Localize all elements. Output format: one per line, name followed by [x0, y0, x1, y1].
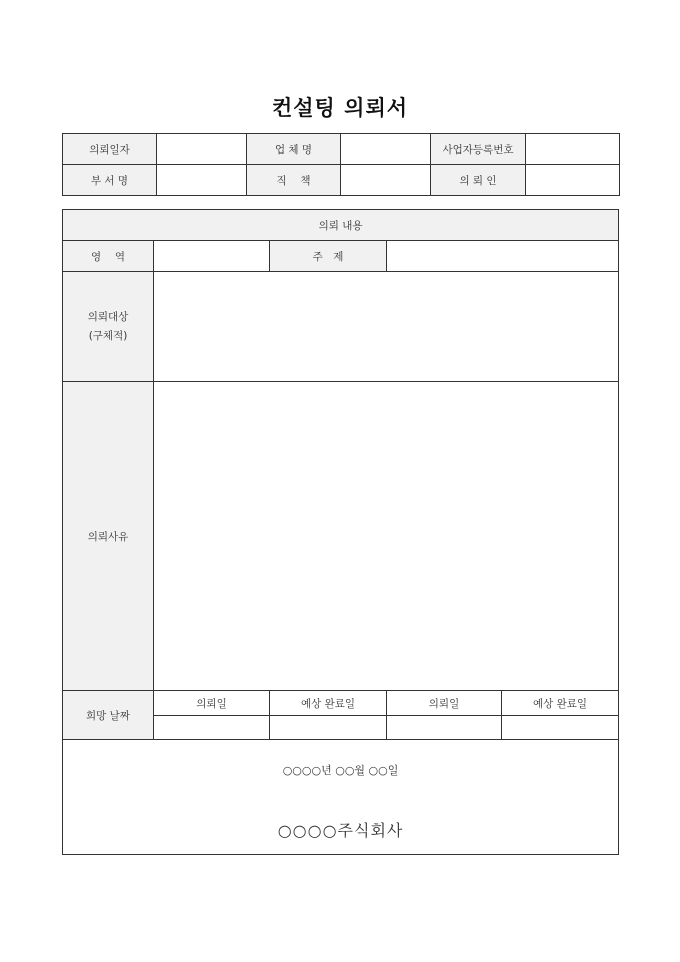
request-date-label: 의뢰일자	[63, 134, 157, 165]
date-col-header: 의뢰일	[154, 691, 270, 716]
signature-date: ○○○○년 ○○월 ○○일	[282, 764, 399, 777]
request-date-field[interactable]	[157, 134, 247, 165]
area-label: 영 역	[63, 241, 154, 272]
request-content-table	[62, 209, 619, 855]
target-label	[63, 272, 154, 382]
requester-label: 의 뢰 인	[431, 165, 526, 196]
request-date-1-field[interactable]	[154, 716, 270, 740]
business-reg-no-field[interactable]	[526, 134, 620, 165]
date-col-header: 예상 완료일	[270, 691, 387, 716]
target-label-line1: 의뢰대상	[87, 310, 129, 323]
desired-date-label: 희망 날짜	[63, 691, 154, 740]
target-field[interactable]	[154, 272, 619, 382]
department-field[interactable]	[157, 165, 247, 196]
reason-label: 의뢰사유	[63, 382, 154, 691]
subject-label-text: 주 제	[312, 250, 344, 263]
expected-completion-2-field[interactable]	[502, 716, 619, 740]
signature-area	[63, 740, 619, 855]
target-label-line2: (구체적)	[88, 329, 128, 342]
position-label: 직 책	[247, 165, 341, 196]
document-title: 컨설팅 의뢰서	[271, 96, 409, 120]
reason-field[interactable]	[154, 382, 619, 691]
department-label: 부 서 명	[63, 165, 157, 196]
request-date-2-field[interactable]	[387, 716, 502, 740]
business-reg-no-label: 사업자등록번호	[431, 134, 526, 165]
header-info-table	[62, 133, 620, 196]
signature-company: ○○○○주식회사	[277, 821, 404, 840]
subject-label	[270, 241, 387, 272]
date-col-header: 의뢰일	[387, 691, 502, 716]
position-field[interactable]	[341, 165, 431, 196]
section-title: 의뢰 내용	[63, 210, 619, 241]
company-name-label: 업 체 명	[247, 134, 341, 165]
requester-field[interactable]	[526, 165, 620, 196]
area-field[interactable]	[154, 241, 270, 272]
company-name-field[interactable]	[341, 134, 431, 165]
expected-completion-1-field[interactable]	[270, 716, 387, 740]
date-col-header: 예상 완료일	[502, 691, 619, 716]
subject-field[interactable]	[387, 241, 619, 272]
